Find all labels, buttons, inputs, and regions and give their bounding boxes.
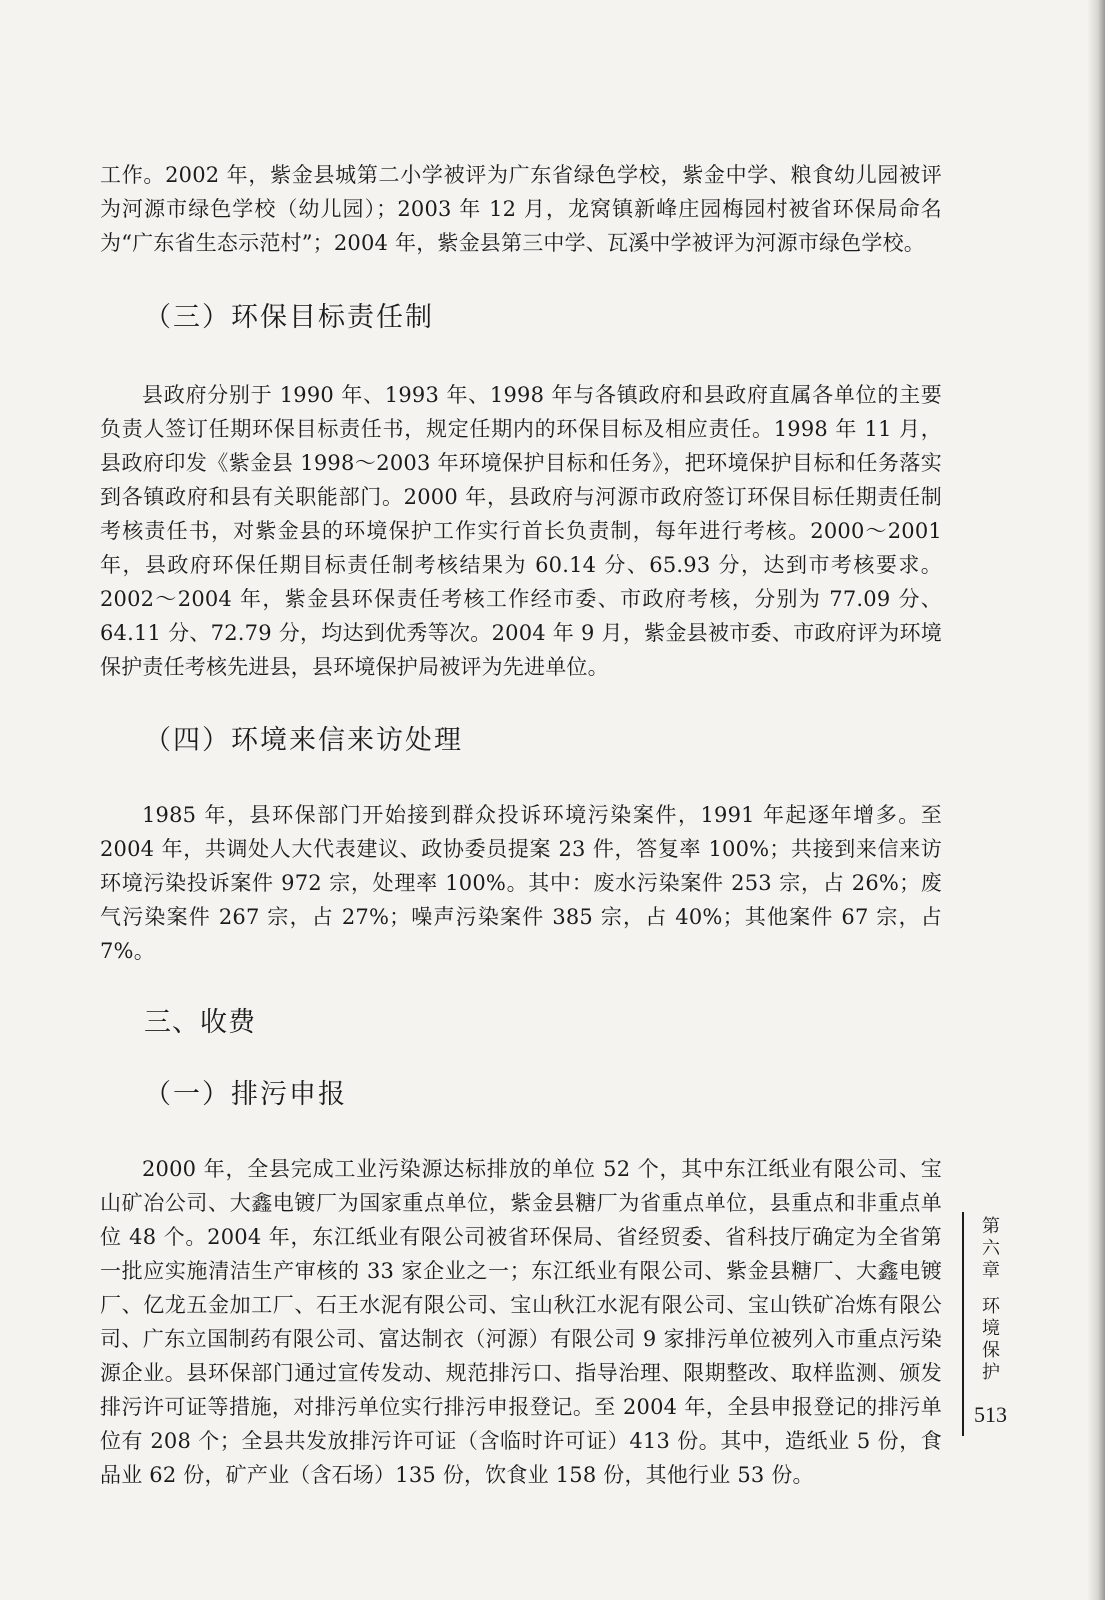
subsection-heading: （一）排污申报 bbox=[144, 1079, 347, 1110]
subsection-heading: （三）环保目标责任制 bbox=[144, 302, 434, 333]
chapter-sidebar bbox=[962, 1212, 1020, 1436]
page-number: 513 bbox=[974, 1402, 1007, 1427]
paragraph: 1985 年，县环保部门开始接到群众投诉环境污染案件，1991 年起逐年增多。至 2004 年，共调处人大代表建议、政协委员提案 23 件，答复率 100%；共接到来信来访环境污染投诉案件 972 宗，处理率 100%。其中：废水污染案件 253 宗，占 26%；废气污染案件 267 宗，占 27%；噪声污染案件 385 宗，占 40%；其他案件 67 宗，占 7%。 bbox=[100, 803, 942, 963]
page-edge bbox=[1087, 0, 1105, 1600]
paragraph: 县政府分别于 1990 年、1993 年、1998 年与各镇政府和县政府直属各单位的主要负责人签订任期环保目标责任书，规定任期内的环保目标及相应责任。1998 年 11 月，县政府印发《紫金县 1998～2003 年环境保护目标和任务》，把环境保护目标和任务落实到各镇政府和县有关职能部门。2000 年，县政府与河源市政府签订环保目标任期责任制考核责任书，对紫金县的环境保护工作实行首长负责制，每年进行考核。2000～2001 年，县政府环保任期目标责任制考核结果为 60.14 分、65.93 分，达到市考核要求。2002～2004 年，紫金县环保责任考核工作经市委、市政府考核，分别为 77.09 分、64.11 分、72.79 分，均达到优秀等次。2004 年 9 月，紫金县被市委、市政府评为环境保护责任考核先进县，县环境保护局被评为先进单位。 bbox=[100, 383, 942, 679]
chapter-title: 环境保护 bbox=[982, 1296, 1000, 1383]
main-text bbox=[100, 158, 942, 1492]
paragraph: 工作。2002 年，紫金县城第二小学被评为广东省绿色学校，紫金中学、粮食幼儿园被评为河源市绿色学校（幼儿园）；2003 年 12 月，龙窝镇新峰庄园梅园村被省环保局命名为“广东省生态示范村”；2004 年，紫金县第三中学、瓦溪中学被评为河源市绿色学校。 bbox=[100, 163, 942, 255]
chapter-label: 第六章 bbox=[982, 1216, 1000, 1281]
subsection-heading: （四）环境来信来访处理 bbox=[144, 725, 463, 756]
section-heading: 三、收费 bbox=[144, 1007, 256, 1038]
paragraph: 2000 年，全县完成工业污染源达标排放的单位 52 个，其中东江纸业有限公司、宝山矿冶公司、大鑫电镀厂为国家重点单位，紫金县糖厂为省重点单位，县重点和非重点单位 48 个。2004 年，东江纸业有限公司被省环保局、省经贸委、省科技厅确定为全省第一批应实施清洁生产审核的 33 家企业之一；东江纸业有限公司、紫金县糖厂、大鑫电镀厂、亿龙五金加工厂、石王水泥有限公司、宝山秋江水泥有限公司、宝山铁矿冶炼有限公司、广东立国制药有限公司、富达制衣（河源）有限公司 9 家排污单位被列入市重点污染源企业。县环保部门通过宣传发动、规范排污口、指导治理、限期整改、取样监测、颁发排污许可证等措施，对排污单位实行排污申报登记。至 2004 年，全县申报登记的排污单位有 208 个；全县共发放排污许可证（含临时许可证）413 份。其中，造纸业 5 份，食品业 62 份，矿产业（含石场）135 份，饮食业 158 份，其他行业 53 份。 bbox=[100, 1157, 942, 1487]
